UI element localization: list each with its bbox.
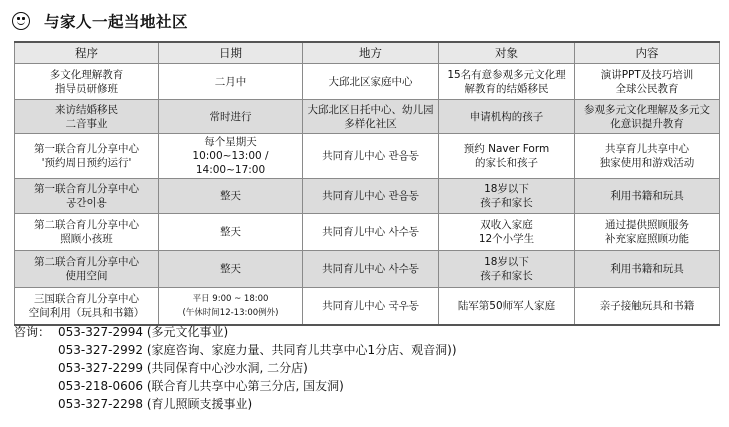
cell-program: 第二联合育儿分享中心 使用空间	[15, 251, 159, 288]
header-target: 对象	[439, 42, 575, 64]
contact-phone: 053-327-2994 (多元文化事业)	[58, 325, 229, 339]
contact-phone: 053-218-0606 (联合育儿共享中心第三分店, 国友洞)	[58, 379, 344, 393]
contact-phone: 053-327-2299 (共同保育中心沙水洞, 二分店)	[58, 361, 308, 375]
contact-phone: 053-327-2992 (家庭咨询、家庭力量、共同育儿共享中心1分店、观音洞))	[58, 343, 457, 357]
page-title: 与家人一起当地社区	[44, 13, 189, 31]
cell-place: 共同育儿中心 국우동	[303, 288, 439, 325]
cell-place: 共同育儿中心 관음동	[303, 134, 439, 179]
cell-target: 18岁以下 孩子和家长	[439, 179, 575, 214]
header-place: 地方	[303, 42, 439, 64]
table-row	[15, 179, 720, 214]
cell-target: 预约 Naver Form 的家长和孩子	[439, 134, 575, 179]
cell-place: 共同育儿中心 사수동	[303, 251, 439, 288]
cell-content: 利用书籍和玩具	[575, 251, 720, 288]
contact-line	[14, 323, 457, 341]
cell-target: 18岁以下 孩子和家长	[439, 251, 575, 288]
table-row	[15, 100, 720, 134]
cell-date: 整天	[159, 179, 303, 214]
contact-line	[14, 341, 457, 359]
cell-content: 共享育儿共享中心 独家使用和游戏活动	[575, 134, 720, 179]
cell-date: 二月中	[159, 64, 303, 100]
table-row	[15, 64, 720, 100]
table-row	[15, 251, 720, 288]
cell-program: 第一联合育儿分享中心 공간이용	[15, 179, 159, 214]
contact-label: 咨询：	[14, 325, 51, 339]
cell-target: 15名有意参观多元文化理 解教育的结婚移民	[439, 64, 575, 100]
cell-program: 第二联合育儿分享中心 照顾小孩班	[15, 214, 159, 251]
contact-info	[14, 323, 457, 413]
table-row	[15, 134, 720, 179]
contact-line	[14, 395, 457, 413]
table-row	[15, 214, 720, 251]
cell-target: 申请机构的孩子	[439, 100, 575, 134]
cell-content: 利用书籍和玩具	[575, 179, 720, 214]
cell-place: 共同育儿中心 사수동	[303, 214, 439, 251]
header-date: 日期	[159, 42, 303, 64]
cell-place: 大邱北区日托中心、幼儿园 多样化社区	[303, 100, 439, 134]
cell-program: 多文化理解教育 指导员研修班	[15, 64, 159, 100]
contact-line	[14, 377, 457, 395]
contact-phone: 053-327-2298 (育儿照顾支援事业)	[58, 397, 253, 411]
table-row	[15, 288, 720, 325]
contact-line	[14, 359, 457, 377]
cell-program: 来访结婚移民 二音事业	[15, 100, 159, 134]
cell-content: 亲子接触玩具和书籍	[575, 288, 720, 325]
cell-date: 整天	[159, 214, 303, 251]
cell-date: 整天	[159, 251, 303, 288]
program-schedule-table	[14, 41, 720, 326]
table-header-row	[15, 42, 720, 64]
cell-target: 陆军第50师军人家庭	[439, 288, 575, 325]
cell-program: 第一联合育儿分享中心 '预约周日预约运行'	[15, 134, 159, 179]
cell-place: 大邱北区家庭中心	[303, 64, 439, 100]
header-program: 程序	[15, 42, 159, 64]
title-bar	[12, 8, 188, 34]
cell-content: 通过提供照顾服务 补充家庭照顾功能	[575, 214, 720, 251]
cell-content: 参观多元文化理解及多元文 化意识提升教育	[575, 100, 720, 134]
cell-date: 平日 9:00 ~ 18:00 (午休时间12-13:00例外)	[159, 288, 303, 325]
header-content: 内容	[575, 42, 720, 64]
cell-date: 常时进行	[159, 100, 303, 134]
cell-content: 演讲PPT及技巧培训 全球公民教育	[575, 64, 720, 100]
cell-place: 共同育儿中心 관음동	[303, 179, 439, 214]
cell-date: 每个星期天 10:00~13:00 / 14:00~17:00	[159, 134, 303, 179]
cell-target: 双收入家庭 12个小学生	[439, 214, 575, 251]
cell-program: 三国联合育儿分享中心 空间利用（玩具和书籍）	[15, 288, 159, 325]
smiley-face-icon	[12, 12, 30, 30]
